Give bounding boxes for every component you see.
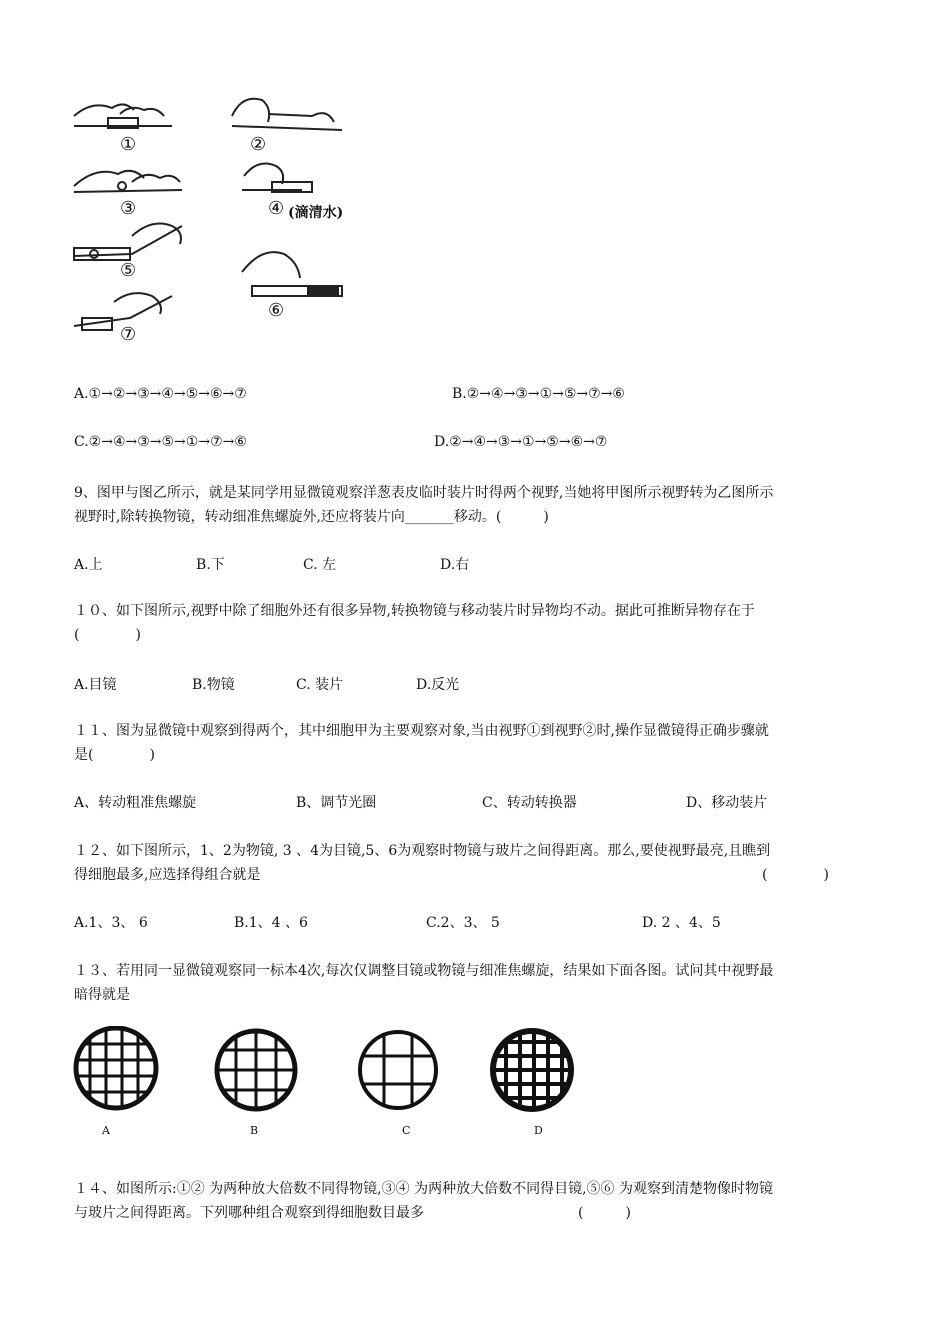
- q12-option-c: C.2、3、 5: [426, 915, 500, 931]
- q10-question-line2: ( ): [74, 627, 141, 643]
- q13-question-line1: １３、若用同一显微镜观察同一标本4次,每次仅调整目镜或物镜与细准焦螺旋，结果如下面各图。试问其中视野最: [74, 963, 774, 979]
- q9-option-d: D.右: [440, 557, 470, 573]
- step-note: (滴清水): [288, 205, 344, 221]
- step-label-1: ①: [120, 134, 137, 155]
- microscope-fields-figure: [72, 1026, 582, 1146]
- step-label-2: ②: [250, 134, 267, 155]
- q9-option-b: B.下: [196, 557, 225, 573]
- q11-option-a: A、转动粗准焦螺旋: [74, 795, 197, 811]
- field-b-label: B: [250, 1124, 259, 1137]
- q12-option-b: B.1、4 、6: [234, 915, 308, 931]
- q9-question-line2: 视野时,除转换物镜，转动细准焦螺旋外,还应将装片向_______移动。( ): [74, 509, 549, 525]
- q12-answer-paren: ( ): [762, 867, 829, 883]
- q11-option-c: C、转动转换器: [482, 795, 577, 811]
- q10-option-d: D.反光: [416, 677, 460, 693]
- q12-option-a: A.1、3、 6: [74, 915, 148, 931]
- q10-question-line1: １０、如下图所示,视野中除了细胞外还有很多异物,转换物镜与移动装片时异物均不动。据此可推断异物存在于: [74, 603, 755, 619]
- q10-option-c: C. 装片: [296, 677, 344, 693]
- step-label-7: ⑦: [120, 324, 137, 345]
- q12-question-line2: 得细胞最多,应选择得组合就是: [74, 867, 261, 883]
- q14-question-line1: １４、如图所示:①② 为两种放大倍数不同得物镜,③④ 为两种放大倍数不同得目镜,⑤⑥ 为观察到清楚物像时物镜: [74, 1181, 773, 1197]
- slide-preparation-figure: [72, 86, 362, 348]
- step-label-6: ⑥: [268, 300, 285, 321]
- q8-option-c: C.②→④→③→⑤→①→⑦→⑥: [74, 434, 247, 450]
- q10-option-b: B.物镜: [192, 677, 235, 693]
- step-label-3: ③: [120, 198, 137, 219]
- q14-question-line2: 与玻片之间得距离。下列哪种组合观察到得细胞数目最多: [74, 1205, 424, 1221]
- field-c-circle: [360, 1032, 436, 1108]
- q12-option-d: D. 2 、4、5: [642, 915, 721, 931]
- q11-option-d: D、移动装片: [686, 795, 768, 811]
- q9-question-line1: 9、图甲与图乙所示，就是某同学用显微镜观察洋葱表皮临时装片时得两个视野,当她将甲图所示视野转为乙图所示: [74, 485, 774, 501]
- q12-question-line1: １２、如下图所示，1、2为物镜, 3 、4为目镜,5、6为观察时物镜与玻片之间得距离。那么,要使视野最亮,且瞧到: [74, 843, 771, 859]
- q9-option-c: C. 左: [303, 557, 337, 573]
- q8-option-a: A.①→②→③→④→⑤→⑥→⑦: [74, 386, 247, 402]
- q11-question-line2: 是( ): [74, 747, 155, 763]
- field-a-circle: [76, 1028, 156, 1108]
- q10-option-a: A.目镜: [74, 677, 117, 693]
- field-c-label: C: [402, 1124, 411, 1137]
- q9-option-a: A.上: [74, 557, 103, 573]
- q8-option-d: D.②→④→③→①→⑤→⑥→⑦: [434, 434, 608, 450]
- q11-option-b: B、调节光圈: [296, 795, 377, 811]
- q13-question-line2: 暗得就是: [74, 987, 130, 1003]
- field-a-label: A: [102, 1124, 110, 1137]
- q11-question-line1: １１、图为显微镜中观察到得两个，其中细胞甲为主要观察对象,当由视野①到视野②时,操作显微镜得正确步骤就: [74, 723, 769, 739]
- q8-option-b: B.②→④→③→①→⑤→⑦→⑥: [452, 386, 625, 402]
- step-label-4: ④: [268, 198, 285, 219]
- field-d-label: D: [534, 1124, 543, 1137]
- microscope-fields-drawing: [72, 1026, 582, 1146]
- q14-answer-paren: ( ): [578, 1205, 631, 1221]
- step-label-5: ⑤: [120, 260, 137, 281]
